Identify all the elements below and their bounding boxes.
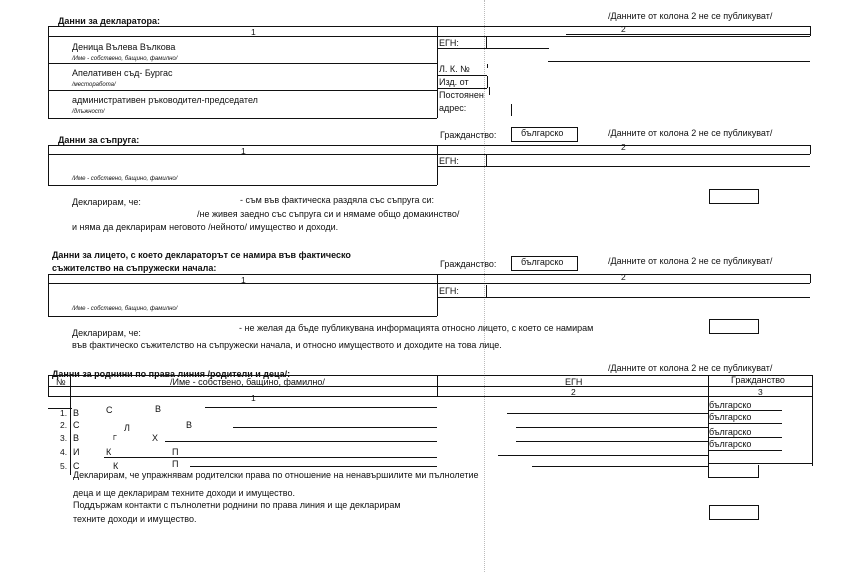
col-number-1-cohabitant: 1 <box>241 275 246 285</box>
col-number-1-spouse: 1 <box>241 146 246 156</box>
col-header-egn: ЕГН <box>565 377 583 387</box>
citizenship-label-cohabitant: Гражданство: <box>440 259 497 269</box>
col-number-2: 2 <box>621 24 626 34</box>
egn-label-declarant: ЕГН: <box>439 38 459 48</box>
relative-name-fragment: К <box>113 461 119 471</box>
section-title-relatives: Данни за роднини по права линия /родители и деца/: <box>52 369 291 379</box>
relative-name-fragment: В <box>155 404 162 414</box>
section-title-spouse: Данни за съпруга: <box>58 135 140 145</box>
note-col2-spouse: /Данните от колона 2 не се публикуват/ <box>608 128 773 138</box>
col-number-1-relatives: 1 <box>251 393 256 403</box>
relative-name-fragment: Х <box>152 433 159 443</box>
declarant-name-hint: /Име - собствено, бащино, фамилно/ <box>72 56 178 62</box>
relative-name-fragment: П <box>172 459 179 469</box>
relative-name-fragment: К <box>106 447 112 457</box>
col-header-names: /Име - собствено, бащино, фамилно/ <box>170 377 325 387</box>
cohabitant-declare-label: Декларирам, че: <box>72 328 141 338</box>
cohabitant-declare-checkbox[interactable] <box>709 319 759 334</box>
section-title-cohabitant-1: Данни за лицето, с което деклараторът се намира във фактическо <box>52 250 351 260</box>
page-fold-line <box>484 0 485 572</box>
relatives-decl-line4: техните доходи и имущество. <box>73 514 197 524</box>
address-label-1: Постоянен <box>439 90 484 100</box>
col-number-2-relatives: 2 <box>571 387 576 397</box>
relative-citizenship: българско <box>709 412 752 422</box>
relatives-declare-checkbox[interactable] <box>709 505 759 520</box>
declarant-position: административен ръководител-председател <box>72 95 258 105</box>
address-label-2: адрес: <box>439 103 467 113</box>
col-header-no: № <box>56 377 66 387</box>
relative-name-fragment: В <box>186 420 193 430</box>
issued-by-label: Изд. от <box>439 77 469 87</box>
citizenship-label-spouse: Гражданство: <box>440 130 497 140</box>
id-card-label: Л. К. № <box>439 64 470 74</box>
spouse-declare-checkbox[interactable] <box>709 189 759 204</box>
relative-name-fragment: И <box>73 447 80 457</box>
relatives-decl-line1: Декларирам, че упражнявам родителски права по отношение на ненавършилите ми пълнолетие <box>73 470 479 480</box>
declarant-position-hint: /длъжност/ <box>72 109 105 115</box>
declarant-name: Деница Вълева Вълкова <box>72 42 176 52</box>
relatives-decl-line2: деца и ще декларирам техните доходи и имущество. <box>73 488 295 498</box>
section-title-declarant: Данни за декларатора: <box>58 16 161 26</box>
relative-no: 2. <box>60 420 68 430</box>
egn-label-spouse: ЕГН: <box>439 156 459 166</box>
spouse-name-hint: /Име - собствено, бащино, фамилно/ <box>72 176 178 182</box>
table-border <box>48 26 810 27</box>
relative-citizenship: българско <box>709 439 752 449</box>
relative-name-fragment: В <box>73 433 80 443</box>
relative-no: 5. <box>60 461 68 471</box>
spouse-declare-line2: /не живея заедно със съпруга си и нямаме общо домакинство/ <box>197 209 460 219</box>
relative-citizenship: българско <box>709 400 752 410</box>
relative-name-fragment: В <box>73 408 80 418</box>
spouse-declare-line1: - съм във фактическа раздяла със съпруга си: <box>240 195 435 205</box>
relatives-decl-line3: Поддържам контакти с пълнолетни роднини по права линия и ще декларирам <box>73 500 401 510</box>
relative-name-fragment: Г <box>113 435 117 442</box>
col-number-2-cohabitant: 2 <box>621 272 626 282</box>
note-col2-relatives: /Данните от колона 2 не се публикуват/ <box>608 363 773 373</box>
declarant-workplace-hint: /месторабота/ <box>72 82 116 88</box>
col-number-2-spouse: 2 <box>621 142 626 152</box>
relative-name-fragment: Л <box>124 423 130 433</box>
relative-citizenship: българско <box>709 427 752 437</box>
cohabitant-declare-line2: във фактическо съжителство на съпружески начала, и относно имуществото и доходите на това лице. <box>72 340 502 350</box>
note-col2-cohabitant: /Данните от колона 2 не се публикуват/ <box>608 256 773 266</box>
relative-name-fragment: С <box>73 420 80 430</box>
relative-no: 1. <box>60 408 68 418</box>
relative-no: 4. <box>60 447 68 457</box>
col-number-1: 1 <box>251 27 256 37</box>
relative-name-fragment: С <box>106 405 113 415</box>
declarant-workplace: Апелативен съд- Бургас <box>72 68 173 78</box>
cohabitant-declare-line1: - не желая да бъде публикувана информацията относно лицето, с което се намирам <box>239 323 594 333</box>
section-title-cohabitant-2: съжителство на съпружески начала: <box>52 263 217 273</box>
cohabitant-name-hint: /Име - собствено, бащино, фамилно/ <box>72 306 178 312</box>
relative-name-fragment: П <box>172 447 179 457</box>
relative-no: 3. <box>60 433 68 443</box>
egn-label-cohabitant: ЕГН: <box>439 286 459 296</box>
relative-citizenship-empty-box <box>708 465 759 478</box>
citizenship-value-spouse: българско <box>521 128 564 138</box>
citizenship-value-cohabitant: българско <box>521 257 564 267</box>
col-header-citizenship: Гражданство <box>731 375 785 385</box>
spouse-declare-line3: и няма да декларирам неговото /нейното/ имущество и доходи. <box>72 222 339 232</box>
note-col2: /Данните от колона 2 не се публикуват/ <box>608 11 773 21</box>
relative-name-fragment: С <box>73 461 80 471</box>
spouse-declare-label: Декларирам, че: <box>72 197 141 207</box>
col-number-3-relatives: 3 <box>758 387 763 397</box>
